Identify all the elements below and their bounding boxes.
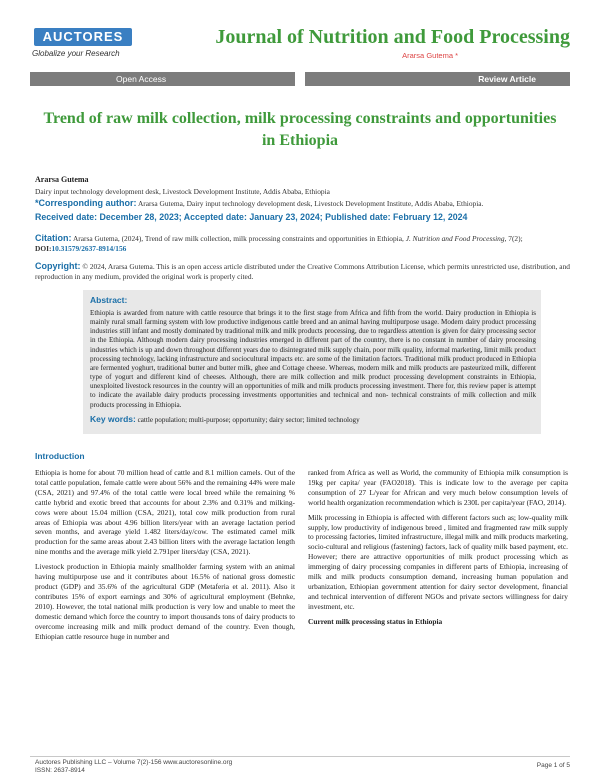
publisher-logo: [28, 28, 168, 58]
copyright-text: © 2024, Ararsa Gutema. This is an open access article distributed under the Creative Commons Attribution License, which permits unrestricted use, distribution, and reproduction in any medium, provided the original work is properly cited.: [35, 262, 570, 281]
author-affiliation: Dairy input technology development desk, Livestock Development Institute, Addis Ababa, Ethiopia: [35, 187, 330, 196]
author-name: Ararsa Gutema: [35, 175, 89, 184]
journal-title: Journal of Nutrition and Food Processing: [215, 26, 570, 48]
citation-text: Ararsa Gutema, (2024), Trend of raw milk collection, milk processing constraints and opportunities in Ethiopia,: [72, 234, 404, 243]
keywords-label: Key words:: [90, 413, 136, 424]
paragraph: Ethiopia is home for about 70 million head of cattle and 8.1 million camels. Out of the total cattle population, female cattle were about 56% and the remaining 44% were male (CSA, 2021) and 97.4% of the total cattle were local breed while the remaining % cattle hybrid and exotic breed that accounts for about 2.3% and 0.31% and milking-cows were about 15.04 million (CSA, 2021), total cow milk production from rural areas of Ethiopia was about 4.96 billion liters/year with an average lactation period seven months, and average yield 1.482 liters/day/cow. The estimated camel milk production for the same areas about 2.43 billion liters with the average lactation length nine months and the average milk yield 2.791per liters/day (CSA, 2021).: [35, 468, 295, 557]
logo-wordmark: AUCTORES: [34, 28, 132, 46]
doi-label: DOI:: [35, 244, 52, 253]
article-dates: Received date: December 28, 2023; Accepted date: January 23, 2024; Published date: February 12, 2024: [35, 212, 468, 222]
footer-publisher: [35, 759, 232, 775]
footer-line-1: Auctores Publishing LLC – Volume 7(2)-156 www.auctoresonline.org: [35, 759, 233, 766]
paragraph: Livestock production in Ethiopia mainly smallholder farming system with an animal having multipurpose use and it contributes about 16.5% of national gross domestic product (GDP) and 35.6% of the agricultural GDP (Metaferia et al. 2011). Also it contributes 15% of export earnings and 30% of agricultural employment (Behnke, 2010). However, the total national milk production is very low and unable to meet the domestic demand which force the country to import thousands tons of dairy products to overcome increasing milk and milk product demand of the country. Even though, Ethiopian cattle resource huge in number and: [35, 562, 295, 641]
header-author: Ararsa Gutema *: [402, 51, 458, 60]
keywords-text: cattle population; multi-purpose; opportunity; dairy sector; limited technology: [137, 415, 360, 424]
citation-journal: J. Nutrition and Food Processing: [405, 234, 505, 243]
keywords: [90, 414, 536, 424]
footer-divider: [30, 756, 570, 757]
paragraph: ranked from Africa as well as World, the community of Ethiopia milk consumption is 19kg per capita/ year (FAO2018). This is indicate low to the average per capita consumption of 27 L/year for African and very much below consumption levels of world health organization recommendation which is 230L per capita/year (FAO, 2014).: [308, 468, 568, 507]
subheading: Current milk processing status in Ethiopia: [308, 616, 443, 626]
footer-issn: ISSN: 2637-8914: [35, 767, 85, 774]
copyright: [35, 261, 570, 282]
abstract-text: Ethiopia is awarded from nature with cattle resource that brings it to the first stage from Africa and fifth from the world. Dairy production in Ethiopia is mainly rural small farming system with low productive indigenous cattle breed and an animal having multipurpose usage. Modern dairy product processing industries still infant and mostly dominated by traditional milk and milk products processing, due to regardless attention is given for dairy processing sector in the Ethiopia. Although modern dairy processing industries emerged in different part of the country, there is no constant in number of dairy processing industries which is up and down throughout different years due to disintegrated milk supply chain, poor milk quality, informal marketing, limit milk product processing technology, lacking infrastructure and sociocultural impacts etc. are some of the limitation factors. Traditional milk product produced in Ethiopia are fermented yoghurt, traditional butter and butter milk, ghee and Cottage cheese. Whereas, modern milk and milk products are pasteurized milk, different type of yogurt and different kind of cheeses. Although, there are milk collection and milk product processing development constraints in Ethiopia, unexploited livestock resources in the country will an opportunities of milk and milk products processing investment. There for, this review paper is attempt to indicate the available dairy products processing investments opportunities and technical and non- technical constraints of milk collection and milk products processing in Ethiopia.: [90, 309, 536, 409]
abstract-heading: Abstract:: [90, 295, 128, 305]
citation: [35, 233, 570, 254]
body-column-left: [35, 468, 295, 646]
abstract-box: [83, 290, 541, 434]
paragraph: Milk processing in Ethiopia is affected with different factors such as; low-quality milk supply, low productivity of indigenous breed , limited and fragmented raw milk supply to processing factories, limited infrastructure, illegal milk and milk products marketing, socio-cultural and religious (fastening) factors, lack of quality milk based payment, etc. However; there are attractive opportunities of milk product processing which as immerging of dairy processing companies in different parts of Ethiopia, increasing of milk and milk products consumption demand, increasing human population and urbanization, Ethiopian government attention for dairy sector development, financial and technical intervention of different NGOs and private sectors willingness for dairy investment, etc.: [308, 512, 568, 611]
corresponding-label: *Corresponding author:: [35, 198, 137, 208]
article-title: Trend of raw milk collection, milk processing constraints and opportunities in Ethiopia: [43, 110, 557, 149]
doi-link[interactable]: 10.31579/2637-8914/156: [51, 244, 127, 253]
citation-volume: , 7(2);: [504, 234, 523, 243]
corresponding-text: Ararsa Gutema, Dairy input technology development desk, Livestock Development Institute, Addis Ababa, Ethiopia.: [137, 199, 484, 208]
section-title-introduction: Introduction: [35, 451, 85, 461]
open-access-bar: Open Access: [30, 72, 295, 86]
logo-tagline: Globalize your Research: [32, 49, 120, 58]
body-column-right: [308, 468, 568, 632]
citation-label: Citation:: [35, 233, 72, 243]
corresponding-author: [35, 198, 483, 208]
article-type-bar: Review Article: [305, 72, 570, 86]
page-number: Page 1 of 5: [536, 762, 570, 769]
copyright-label: Copyright:: [35, 261, 81, 271]
